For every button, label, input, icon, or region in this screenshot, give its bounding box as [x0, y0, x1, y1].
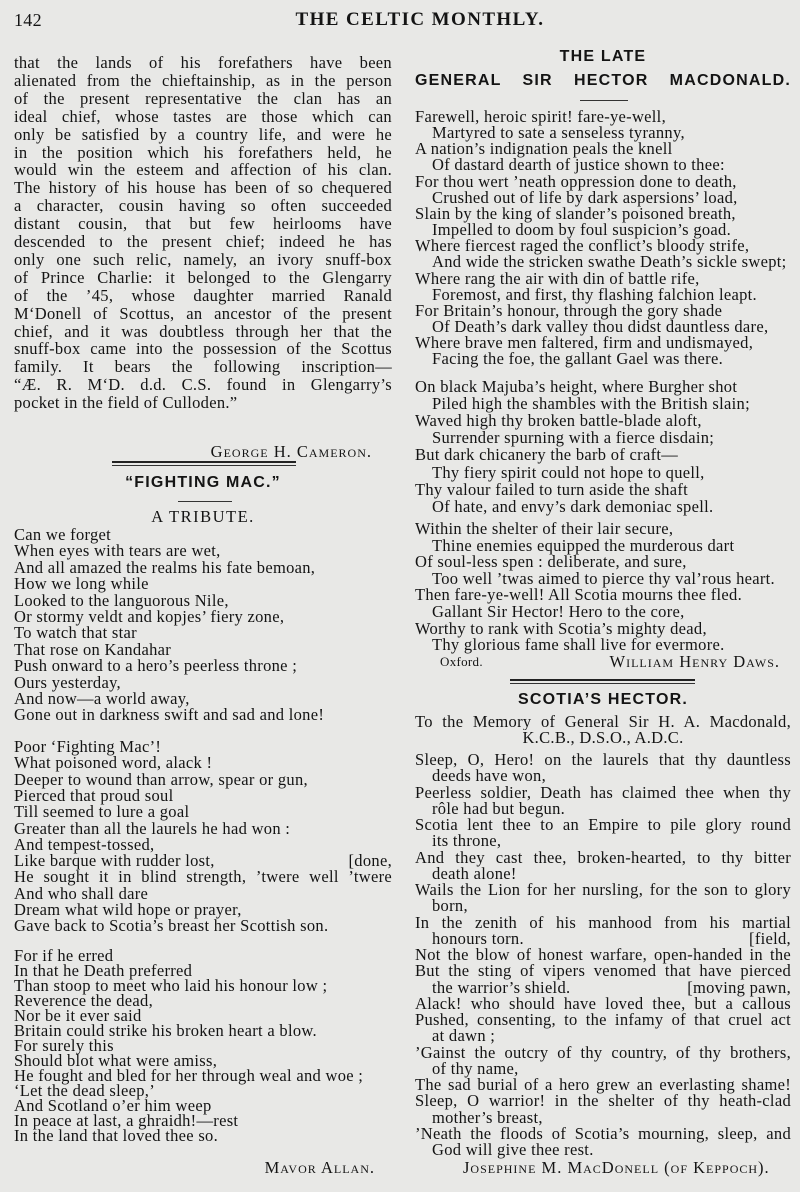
line-text: Gone out in darkness swift and sad and lone! — [14, 705, 325, 725]
poem-title-fighting-mac: “FIGHTING MAC.” — [125, 474, 281, 491]
short-rule — [580, 100, 628, 101]
line-text: Till seemed to lure a goal — [14, 802, 190, 822]
dedication-line: To the Memory of General Sir H. A. Macdonald, — [415, 712, 791, 730]
line-text: For Britain’s honour, through the gory shade — [415, 300, 723, 320]
prose-line — [14, 393, 392, 413]
prose-line: “Æ. R. M‘D. d.d. C.S. found in Glengarry’s — [14, 375, 392, 395]
poem-line: He sought it in blind strength, ’twere well ’twere — [14, 867, 392, 887]
page-number: 142 — [14, 10, 42, 30]
line-text: at dawn ; — [432, 1026, 496, 1046]
poem-line: Not the blow of honest warfare, open-handed in the — [415, 945, 791, 964]
prose-line: a character, cousin having so often succeeded — [14, 196, 392, 216]
line-text: Looked to the languorous Nile, — [14, 590, 229, 610]
poem-line: Sleep, O, Hero! on the laurels that thy dauntless — [415, 750, 791, 769]
prose-line: alienated from the chieftainship, as in the person — [14, 70, 392, 90]
line-text: Of soul-less spen : deliberate, and sure, — [415, 552, 687, 572]
line-text: And Scotland o’er him weep — [14, 1096, 212, 1115]
line-text: honours torn. — [432, 928, 524, 948]
prose-line: descended to the present chief; indeed he has — [14, 232, 392, 251]
line-tail: [field, — [749, 928, 791, 948]
poem-line: ’Neath the floods of Scotia’s mourning, sleep, and — [415, 1123, 791, 1143]
line-text: God will give thee rest. — [432, 1140, 594, 1159]
prose-line: M‘Donell of Scottus, an ancestor of the present — [14, 303, 392, 323]
poem-subtitle: A TRIBUTE. — [151, 507, 255, 526]
poem-line: Peerless soldier, Death has claimed thee when thy — [415, 782, 791, 802]
poem-line: And they cast thee, broken-hearted, to thy bitter — [415, 847, 791, 867]
prose-line: snuff-box came into the possession of the Scottus — [14, 339, 392, 359]
line-text: Can we forget — [14, 525, 112, 544]
line-text: Ours yesterday, — [14, 672, 121, 692]
poem-line: In the zenith of his manhood from his martial — [415, 912, 791, 932]
line-text: Facing the foe, the gallant Gael was there. — [432, 349, 723, 369]
line-text: Deeper to wound than arrow, spear or gun, — [14, 769, 308, 789]
line-text: Where rang the air with din of battle rife, — [415, 268, 700, 288]
line-text: On black Majuba’s height, where Burgher shot — [415, 377, 738, 396]
line-text: That rose on Kandahar — [14, 639, 172, 659]
line-text: When eyes with tears are wet, — [14, 541, 221, 561]
line-text: And tempest-tossed, — [14, 834, 155, 854]
line-text: Like barque with rudder lost, — [14, 851, 215, 871]
line-text: Thy glorious fame shall live for evermore. — [432, 635, 725, 655]
line-text: Slain by the king of slander’s poisoned breath, — [415, 203, 736, 223]
line-text: In peace at last, a ghraidh!—rest — [14, 1111, 239, 1130]
line-text: But dark chicanery the barb of craft— — [415, 445, 679, 465]
line-text: For if he erred — [14, 946, 114, 965]
line-text: pocket in the field of Culloden.” — [14, 393, 238, 413]
poem-signature: William Henry Daws. — [609, 652, 780, 671]
dedication-line: K.C.B., D.S.O., A.D.C. — [522, 728, 684, 747]
line-text: Then fare-ye-well! All Scotia mourns thee fled. — [415, 585, 743, 605]
poem-line: ’Gainst the outcry of thy country, of thy brothers, — [415, 1042, 791, 1062]
poem-line — [14, 916, 392, 936]
line-text: A nation’s indignation peals the knell — [415, 139, 673, 159]
prose-line: The history of his house has been of so chequered — [14, 178, 392, 198]
line-text: What poisoned word, alack ! — [14, 753, 213, 773]
double-rule — [510, 679, 695, 681]
line-text: He fought and bled for her through weal and woe ; — [14, 1066, 364, 1085]
line-tail: [done, — [348, 851, 392, 871]
poem-line: Pushed, consenting, to the infamy of that cruel act — [415, 1010, 791, 1029]
prose-line: only one such relic, namely, an ivory snuff-box — [14, 249, 392, 269]
line-text: Than stoop to meet who laid his honour low ; — [14, 976, 328, 995]
line-text: And who shall dare — [14, 883, 149, 903]
line-text: death alone! — [432, 863, 517, 883]
double-rule — [112, 465, 296, 466]
poem-place: Oxford. — [440, 654, 483, 669]
line-text: Reverence the dead, — [14, 991, 153, 1010]
line-tail: [moving pawn, — [687, 977, 791, 997]
line-text: In the land that loved thee so. — [14, 1126, 219, 1145]
prose-line: family. It bears the following inscription— — [14, 357, 392, 377]
prose-line: that the lands of his forefathers have been — [14, 53, 392, 72]
line-text: In that he Death preferred — [14, 961, 193, 980]
prose-line: of the present representative the clan has an — [14, 88, 392, 108]
line-text: Thy valour failed to turn aside the shaft — [415, 479, 689, 499]
poem-title-line1: THE LATE — [559, 48, 647, 65]
line-text: Of dastard dearth of justice shown to thee: — [432, 155, 725, 175]
line-text: Gallant Sir Hector! Hero to the core, — [432, 602, 685, 621]
poem-line — [14, 1126, 392, 1146]
prose-line: ideal chief, whose tastes are those which can — [14, 106, 392, 126]
poem-line: Alack! who should have loved thee, but a callous — [415, 993, 791, 1013]
line-text: Surrender spurning with a fierce disdain; — [432, 428, 715, 448]
double-rule — [112, 461, 296, 463]
poem-signature: Josephine M. MacDonell (of Keppoch). — [463, 1158, 770, 1177]
prose-line: would win the esteem and affection of his clan. — [14, 160, 392, 180]
prose-line: of the ’45, whose daughter married Ranald — [14, 285, 392, 305]
line-text: Foremost, and first, thy flashing falchion leapt. — [432, 284, 757, 304]
line-text: ‘Let the dead sleep,’ — [14, 1081, 155, 1100]
line-text: Too well ’twas aimed to pierce thy val’rous heart. — [432, 568, 775, 588]
double-rule — [510, 683, 695, 684]
line-text: Martyred to sate a senseless tyranny, — [432, 123, 685, 143]
line-text: Impelled to doom by foul suspicion’s goad. — [432, 220, 732, 240]
line-text: Piled high the shambles with the British slain; — [432, 394, 750, 414]
line-text: mother’s breast, — [432, 1107, 543, 1127]
line-text: born, — [432, 896, 468, 916]
short-rule — [178, 501, 232, 502]
line-text: And wide the stricken swathe Death’s sickle swept; — [432, 252, 787, 272]
line-text: Or stormy veldt and kopjes’ fiery zone, — [14, 607, 285, 626]
line-text: Push onward to a hero’s peerless throne ; — [14, 656, 298, 676]
poem-line — [432, 497, 791, 517]
line-text: the warrior’s shield. — [432, 977, 571, 997]
poem-line — [432, 1140, 791, 1160]
line-text: To watch that star — [14, 623, 137, 643]
line-text: Gave back to Scotia’s breast her Scottish son. — [14, 916, 329, 936]
line-text: Nor be it ever said — [14, 1006, 142, 1025]
line-text: Where brave men faltered, firm and undismayed, — [415, 333, 754, 353]
line-text: Britain could strike his broken heart a blow. — [14, 1021, 317, 1040]
poem-signature: Mavor Allan. — [264, 1158, 375, 1177]
line-text: Of Death’s dark valley thou didst dauntless dare, — [432, 316, 769, 336]
line-text: its throne, — [432, 831, 502, 851]
line-text: Crushed out of life by dark aspersions’ load, — [432, 187, 738, 207]
poem-line: But the sting of vipers venomed that have pierced — [415, 961, 791, 981]
line-text: Pierced that proud soul — [14, 785, 174, 805]
line-text: For thou wert ’neath oppression done to death, — [415, 171, 737, 191]
line-text: Thine enemies equipped the murderous dart — [432, 535, 735, 555]
running-title: THE CELTIC MONTHLY. — [295, 9, 545, 30]
prose-line: of Prince Charlie: it belonged to the Glengarry — [14, 267, 392, 287]
line-text: Should blot what were amiss, — [14, 1051, 218, 1070]
line-text: Poor ‘Fighting Mac’! — [14, 737, 162, 756]
prose-line: in the position which his forefathers held, he — [14, 142, 392, 162]
line-text: Where fiercest raged the conflict’s bloody strife, — [415, 236, 750, 256]
poem-line — [432, 349, 791, 369]
prose-line: only be satisfied by a country life, and were he — [14, 124, 392, 144]
poem-line: Sleep, O warrior! in the shelter of thy heath-clad — [415, 1091, 791, 1111]
prose-line: chief, and it was doubtless through her that the — [14, 321, 392, 341]
line-text: Thy fiery spirit could not hope to quell, — [432, 462, 705, 482]
prose-line: distant cousin, that but few heirlooms have — [14, 214, 392, 234]
line-text: Of hate, and envy’s dark demoniac spell. — [432, 496, 714, 516]
line-text: Waved high thy broken battle-blade aloft, — [415, 411, 702, 431]
poem-line: The sad burial of a hero grew an everlasting shame! — [415, 1075, 791, 1094]
poem-title-scotias-hector: SCOTIA’S HECTOR. — [517, 691, 689, 708]
line-text: And now—a world away, — [14, 689, 190, 708]
line-text: rôle had but begun. — [432, 798, 566, 818]
line-text: of thy name, — [432, 1058, 519, 1078]
poem-line: Wails the Lion for her nursling, for the son to glory — [415, 880, 791, 899]
line-text: Worthy to rank with Scotia’s mighty dead, — [415, 618, 707, 638]
line-text: Greater than all the laurels he had won : — [14, 818, 291, 838]
line-text: Farewell, heroic spirit! fare-ye-well, — [415, 107, 666, 126]
poem-line: Scotia lent thee to an Empire to pile glory round — [415, 815, 791, 834]
line-text: Within the shelter of their lair secure, — [415, 519, 674, 538]
poem-title-line2: GENERAL SIR HECTOR MACDONALD. — [415, 72, 791, 89]
line-text: deeds have won, — [432, 766, 547, 786]
prose-signature: George H. Cameron. — [210, 442, 372, 461]
poem-line — [14, 705, 392, 725]
line-text: And all amazed the realms his fate bemoan, — [14, 557, 316, 577]
line-text: Dream what wild hope or prayer, — [14, 900, 242, 919]
line-text: How we long while — [14, 574, 149, 594]
line-text: For surely this — [14, 1036, 114, 1055]
